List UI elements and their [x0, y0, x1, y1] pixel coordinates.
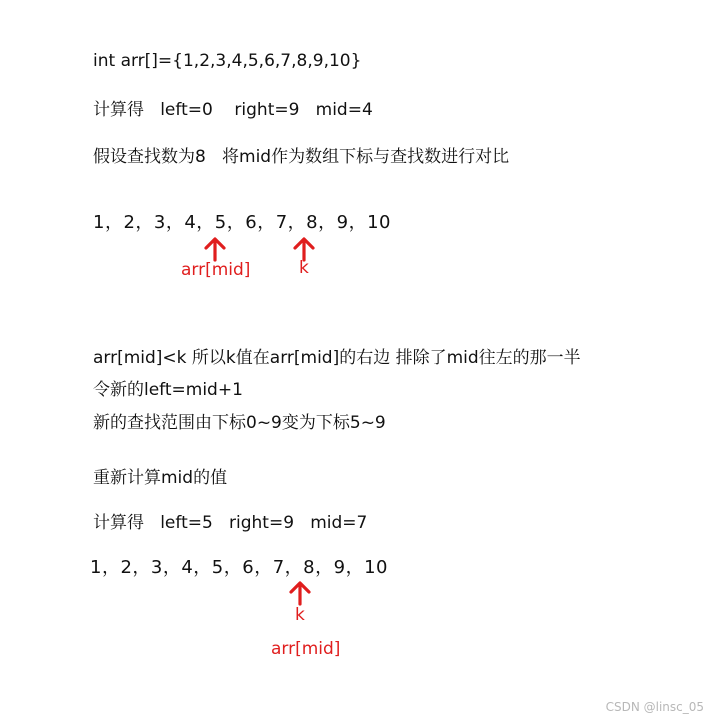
array-values-2: 1，2，3，4，5，6，7，8，9，10 — [90, 557, 388, 578]
search-assumption: 假设查找数为8 将mid作为数组下标与查找数进行对比 — [93, 147, 510, 167]
label-k-1: k — [299, 258, 309, 278]
label-k-2: k — [295, 605, 305, 625]
watermark: CSDN @linsc_05 — [605, 700, 704, 714]
array-values-1: 1，2，3，4，5，6，7，8，9，10 — [93, 212, 391, 233]
new-left-statement: 令新的left=mid+1 — [93, 380, 243, 400]
comparison-result: arr[mid]<k 所以k值在arr[mid]的右边 排除了mid往左的那一半 — [93, 348, 581, 368]
label-arr-mid-1: arr[mid] — [181, 260, 251, 280]
array-declaration: int arr[]={1,2,3,4,5,6,7,8,9,10} — [93, 51, 362, 71]
up-arrow-icon — [288, 580, 312, 606]
second-calculation: 计算得 left=5 right=9 mid=7 — [93, 513, 368, 533]
new-range-statement: 新的查找范围由下标0~9变为下标5~9 — [93, 413, 386, 433]
initial-calculation: 计算得 left=0 right=9 mid=4 — [93, 100, 373, 120]
recalculate-title: 重新计算mid的值 — [93, 468, 228, 488]
label-arr-mid-2: arr[mid] — [271, 639, 341, 659]
